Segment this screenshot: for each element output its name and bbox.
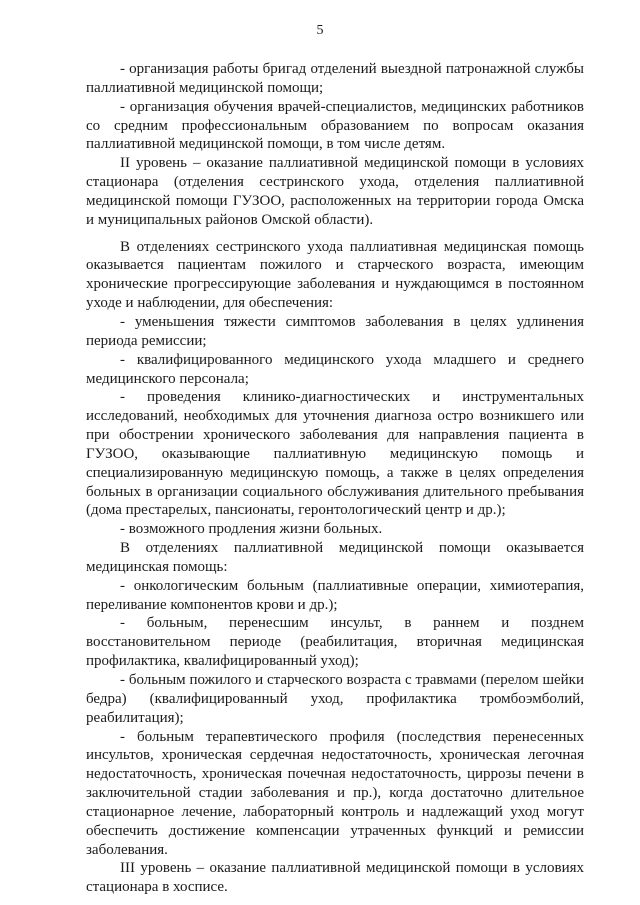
paragraph-bullet-patronage-teams: - организация работы бригад отделений выездной патронажной службы паллиативной медицинской помощи; (86, 61, 584, 96)
paragraph-level-3: III уровень – оказание паллиативной медицинской помощи в условиях стационара в хосписе. (86, 860, 584, 896)
paragraph-bullet-elderly-trauma: - больным пожилого и старческого возраста с травмами (перелом шейки бедра) (квалифицированный уход, профилактика тромбоэмболий, реабилитация); (86, 672, 584, 726)
page-number: 5 (316, 23, 324, 38)
paragraph-bullet-diagnostics: - проведения клинико-диагностических и инструментальных исследований, необходимых для уточнения диагноза остро возникшего или при обострении хронического заболевания для направления пациента в ГУЗОО, оказывающие паллиативную медицинскую помощь и специализированную медицинскую помощь, а также в целях определения больных в организации социального обслуживания длительного пребывания (дома престарелых, пансионаты, геронтологический центр и др.); (86, 389, 584, 519)
paragraph-bullet-qualified-care: - квалифицированного медицинского ухода младшего и среднего медицинского персонала; (86, 351, 584, 387)
paragraph-palliative-departments: В отделениях паллиативной медицинской помощи оказывается медицинская помощь: (86, 540, 584, 575)
document-body (86, 60, 584, 897)
paragraph-bullet-oncology: - онкологическим больным (паллиативные операции, химиотерапия, переливание компонентов крови и др.); (86, 577, 584, 613)
paragraph-bullet-life-extension: - возможного продления жизни больных. (120, 521, 383, 538)
paragraph-bullet-therapeutic: - больным терапевтического профиля (последствия перенесенных инсультов, хроническая сердечная недостаточность, хроническая легочная недостаточность, хроническая почечная недостаточность, циррозы печени в заключительной стадии заболевания и пр.), когда достаточно длительное стационарное лечение, лабораторный контроль и надлежащий уход могут обеспечить достижение компенсации утраченных функций и ремиссии заболевания. (86, 728, 584, 858)
paragraph-nursing-care-departments: В отделениях сестринского ухода паллиативная медицинская помощь оказывается пациентам пожилого и старческого возраста, имеющим хронические прогрессирующие заболевания и нуждающимся в постоянном уходе и наблюдении, для обеспечения: (86, 238, 584, 312)
paragraph-bullet-symptom-reduction: - уменьшения тяжести симптомов заболевания в целях удлинения периода ремиссии; (86, 313, 584, 349)
paragraph-bullet-training: - организация обучения врачей-специалистов, медицинских работников со средним профессиональным образованием по вопросам оказания паллиативной медицинской помощи, в том числе детям. (86, 98, 584, 153)
paragraph-level-2: II уровень – оказание паллиативной медицинской помощи в условиях стационара (отделения сестринского ухода, отделения паллиативной медицинской помощи ГУЗОО, расположенных на территории города Омска и муниципальных районов Омской области). (86, 155, 584, 228)
paragraph-bullet-stroke: - больным, перенесшим инсульт, в раннем и позднем восстановительном периоде (реабилитация, вторичная медицинская профилактика, квалифицированный уход); (86, 615, 584, 670)
